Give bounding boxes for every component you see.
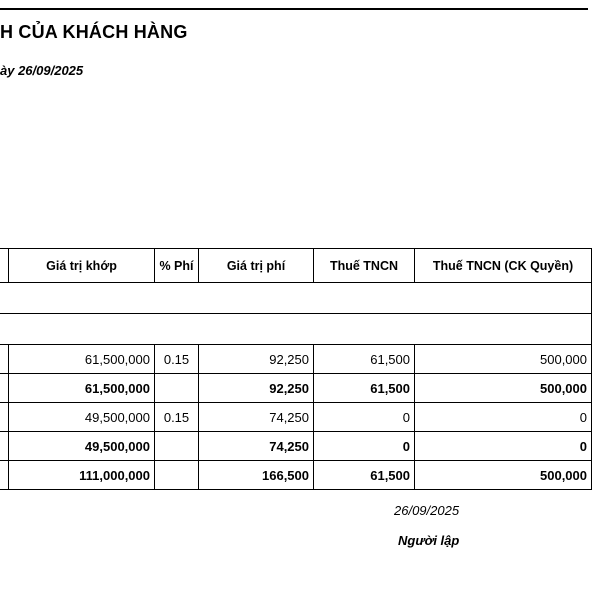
report-table — [0, 248, 592, 490]
row-label-cell — [0, 374, 9, 403]
matched-value-cell: 61,500,000 — [9, 345, 155, 374]
row-label-cell — [0, 432, 9, 461]
group-cell — [0, 314, 592, 345]
header-matched-value: Giá trị khớp — [9, 249, 155, 283]
subtotal-row — [0, 432, 592, 461]
header-pit-rights: Thuế TNCN (CK Quyền) — [415, 249, 592, 283]
pit-rights-cell: 0 — [415, 432, 592, 461]
header-pit: Thuế TNCN — [314, 249, 415, 283]
row-label-cell — [0, 461, 9, 490]
pit-rights-cell: 500,000 — [415, 374, 592, 403]
pit-cell: 61,500 — [314, 461, 415, 490]
header-fee-value: Giá trị phí — [199, 249, 314, 283]
fee-value-cell: 92,250 — [199, 374, 314, 403]
subtotal-row — [0, 374, 592, 403]
fee-percent-cell — [155, 461, 199, 490]
pit-rights-cell: 500,000 — [415, 461, 592, 490]
top-rule — [0, 8, 588, 10]
fee-value-cell: 166,500 — [199, 461, 314, 490]
header-fee-percent: % Phí — [155, 249, 199, 283]
signer-role: Người lập — [398, 533, 460, 548]
report-title: H CỦA KHÁCH HÀNG — [0, 22, 188, 42]
pit-cell: 61,500 — [314, 345, 415, 374]
header-row — [0, 249, 592, 283]
pit-cell: 0 — [314, 403, 415, 432]
header-cell-blank — [0, 249, 9, 283]
group-row — [0, 283, 592, 314]
fee-percent-cell — [155, 374, 199, 403]
table-row — [0, 403, 592, 432]
matched-value-cell: 49,500,000 — [9, 403, 155, 432]
group-cell — [0, 283, 592, 314]
matched-value-cell: 111,000,000 — [9, 461, 155, 490]
pit-rights-cell: 0 — [415, 403, 592, 432]
fee-percent-cell — [155, 432, 199, 461]
pit-cell: 0 — [314, 432, 415, 461]
row-label-cell — [0, 403, 9, 432]
pit-rights-cell: 500,000 — [415, 345, 592, 374]
fee-value-cell: 74,250 — [199, 403, 314, 432]
pit-cell: 61,500 — [314, 374, 415, 403]
fee-value-cell: 74,250 — [199, 432, 314, 461]
grand-total-row — [0, 461, 592, 490]
group-row — [0, 314, 592, 345]
row-label-cell — [0, 345, 9, 374]
report-date: ày 26/09/2025 — [0, 63, 84, 78]
table-row — [0, 345, 592, 374]
matched-value-cell: 49,500,000 — [9, 432, 155, 461]
fee-value-cell: 92,250 — [199, 345, 314, 374]
signature-date: 26/09/2025 — [394, 503, 460, 518]
fee-percent-cell: 0.15 — [155, 345, 199, 374]
fee-percent-cell: 0.15 — [155, 403, 199, 432]
matched-value-cell: 61,500,000 — [9, 374, 155, 403]
